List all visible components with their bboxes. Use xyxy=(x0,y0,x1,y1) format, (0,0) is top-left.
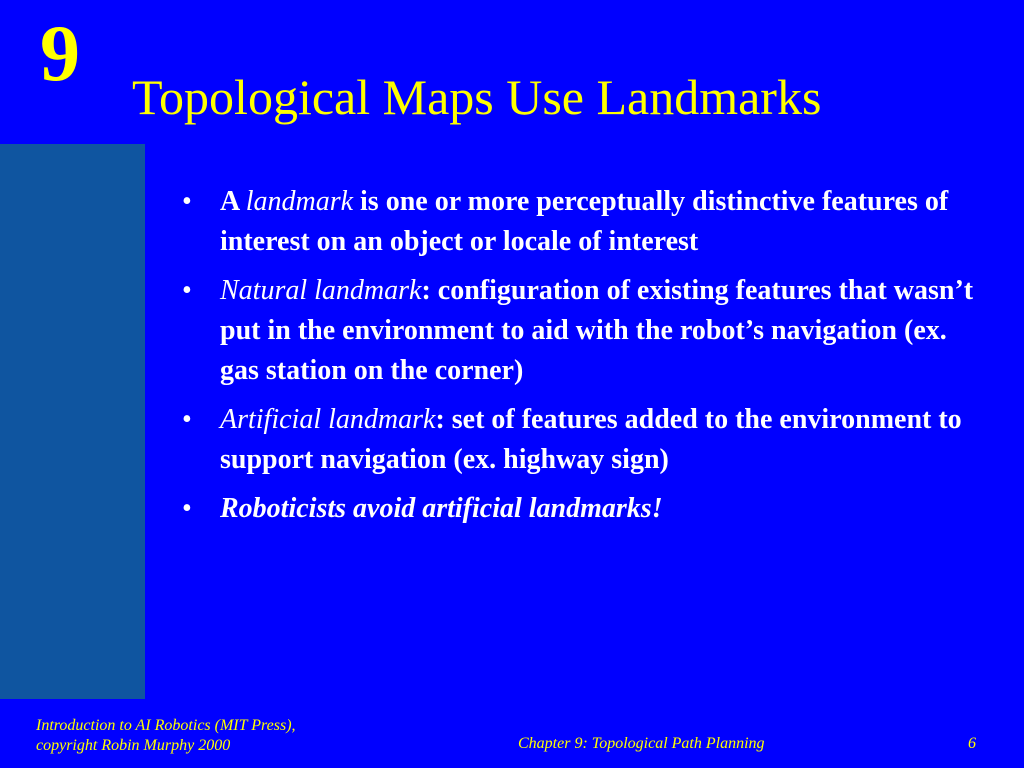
bullet-text: is one or more perceptually distinctive features of interest on an object or locale of interest xyxy=(220,186,949,257)
bullet-item-landmark xyxy=(182,182,982,262)
chapter-number: 9 xyxy=(40,10,80,98)
bullet-marker: • xyxy=(182,493,192,524)
bullet-term: landmark xyxy=(245,186,354,217)
bullet-term: Artificial landmark xyxy=(220,404,436,435)
slide-title: Topological Maps Use Landmarks xyxy=(132,69,822,125)
footer-credit-line1: Introduction to AI Robotics (MIT Press), xyxy=(36,717,296,734)
bullet-text: : configuration of existing features that wasn’t put in the environment to aid with the robot’s navigation (ex. gas station on the corner) xyxy=(220,275,974,386)
bullet-text: : set of features added to the environment to support navigation (ex. highway sign) xyxy=(220,404,962,475)
bullet-list xyxy=(182,182,982,538)
bullet-item-natural-landmark xyxy=(182,271,982,391)
bullet-item-roboticists-avoid xyxy=(182,489,982,529)
bullet-term: Natural landmark xyxy=(220,275,422,306)
bullet-text: Roboticists avoid artificial landmarks! xyxy=(220,493,663,524)
bullet-marker: • xyxy=(182,186,192,217)
footer-credit xyxy=(36,716,296,756)
bullet-marker: • xyxy=(182,404,192,435)
bullet-marker: • xyxy=(182,275,192,306)
footer-chapter: Chapter 9: Topological Path Planning xyxy=(518,735,765,752)
bullet-item-artificial-landmark xyxy=(182,400,982,480)
page-number: 6 xyxy=(968,735,976,752)
footer-credit-line2: copyright Robin Murphy 2000 xyxy=(36,737,231,754)
bullet-prefix: A xyxy=(220,186,246,217)
side-bar-decoration xyxy=(0,144,145,699)
